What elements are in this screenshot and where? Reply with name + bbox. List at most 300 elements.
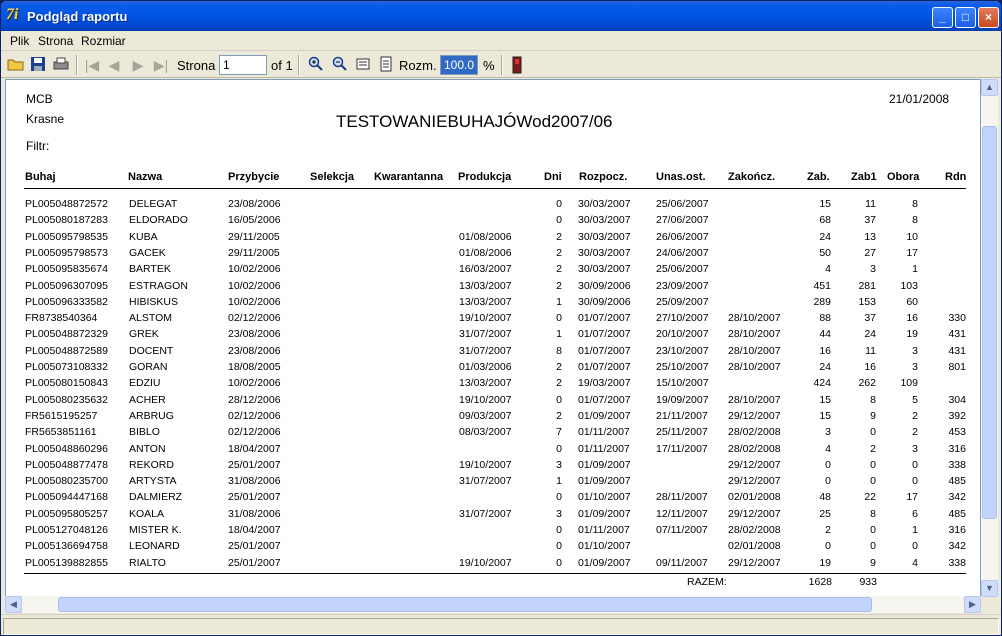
cell-obora: 8 — [912, 198, 918, 210]
cell-produkcja: 13/03/2007 — [459, 279, 512, 292]
cell-zab: 3 — [825, 426, 831, 439]
scroll-down-icon[interactable]: ▼ — [981, 580, 998, 597]
cell-zab1: 0 — [870, 524, 876, 536]
cell-dni: 0 — [556, 491, 562, 504]
cell-obora: 17 — [906, 491, 918, 504]
cell-buhaj: PL005096307095 — [25, 279, 108, 292]
cell-przybycie: 23/08/2006 — [228, 344, 281, 357]
cell-zab1: 0 — [870, 458, 876, 471]
table-row — [6, 345, 981, 361]
cell-przybycie: 28/12/2006 — [228, 393, 281, 406]
cell-rdn: 801 — [948, 361, 966, 373]
cell-dni: 2 — [556, 279, 562, 292]
cell-unas-ost: 27/06/2007 — [656, 214, 709, 227]
cell-rdn: 392 — [948, 409, 966, 422]
cell-zab1: 22 — [864, 491, 876, 504]
column-header-przybycie: Przybycie — [228, 171, 280, 183]
menu-strona[interactable]: Strona — [38, 34, 74, 48]
page-width-icon[interactable] — [354, 56, 372, 74]
cell-obora: 3 — [912, 361, 918, 373]
column-header-dni: Dni — [544, 171, 562, 183]
cell-rdn: 485 — [948, 507, 966, 520]
window-title: Podgląd raportu — [27, 9, 128, 24]
company-name: MCB — [26, 92, 53, 106]
toolbar-separator — [501, 55, 503, 75]
first-page-icon[interactable]: |◀ — [84, 57, 100, 73]
cell-rozpocz: 30/03/2007 — [578, 198, 631, 210]
cell-unas-ost: 28/11/2007 — [656, 491, 708, 504]
cell-obora: 17 — [906, 246, 918, 259]
cell-obora: 5 — [912, 393, 918, 406]
cell-unas-ost: 25/10/2007 — [656, 361, 709, 373]
cell-produkcja: 31/07/2007 — [459, 507, 512, 520]
cell-zab: 0 — [825, 475, 831, 488]
cell-obora: 4 — [912, 556, 918, 569]
cell-rdn: 330 — [948, 312, 966, 325]
cell-obora: 0 — [912, 458, 918, 471]
cell-nazwa: EDZIU — [129, 377, 161, 390]
page-label: Strona — [177, 58, 216, 73]
cell-zab: 16 — [819, 344, 831, 357]
cell-produkcja: 08/03/2007 — [459, 426, 512, 439]
cell-rozpocz: 30/03/2007 — [578, 263, 631, 276]
cell-zab: 15 — [819, 409, 831, 422]
table-row — [6, 296, 981, 312]
report-page — [5, 79, 981, 597]
cell-unas-ost: 24/06/2007 — [656, 246, 709, 259]
cell-rozpocz: 01/07/2007 — [578, 361, 631, 373]
table-row — [6, 263, 981, 279]
status-panel — [3, 618, 999, 635]
table-row — [6, 198, 981, 214]
cell-buhaj: PL005080235700 — [25, 475, 108, 488]
cell-przybycie: 10/02/2006 — [228, 263, 281, 276]
cell-przybycie: 25/01/2007 — [228, 458, 281, 471]
cell-rozpocz: 01/09/2007 — [578, 409, 631, 422]
cell-rozpocz: 01/09/2007 — [578, 458, 631, 471]
scroll-right-icon[interactable]: ▶ — [964, 596, 981, 613]
cell-dni: 0 — [556, 393, 562, 406]
cell-nazwa: DOCENT — [129, 344, 174, 357]
exit-door-icon[interactable] — [508, 56, 526, 74]
horizontal-scroll-thumb[interactable] — [58, 597, 872, 612]
column-header-zab: Zab. — [807, 171, 830, 183]
cell-dni: 1 — [556, 328, 562, 341]
cell-zakoncz: 28/02/2008 — [728, 426, 781, 439]
cell-rozpocz: 01/07/2007 — [578, 393, 631, 406]
cell-obora: 2 — [912, 426, 918, 439]
cell-zab: 289 — [813, 295, 831, 308]
table-row — [6, 394, 981, 410]
cell-zab: 15 — [819, 393, 831, 406]
column-header-unas-ost: Unas.ost. — [656, 171, 706, 183]
report-date: 21/01/2008 — [889, 92, 950, 106]
cell-zab1: 9 — [870, 409, 876, 422]
vertical-scrollbar[interactable] — [981, 79, 998, 597]
title-bar[interactable] — [1, 1, 1001, 31]
next-page-icon[interactable]: ▶ — [132, 57, 144, 73]
menu-rozmiar[interactable]: Rozmiar — [81, 34, 126, 48]
cell-zakoncz: 28/02/2008 — [728, 524, 781, 536]
close-button[interactable]: × — [978, 7, 999, 28]
cell-zab: 25 — [819, 507, 831, 520]
cell-produkcja: 31/07/2007 — [459, 344, 512, 357]
save-icon[interactable] — [29, 56, 47, 74]
cell-produkcja: 16/03/2007 — [459, 263, 512, 276]
cell-rozpocz: 30/09/2006 — [578, 279, 631, 292]
column-header-zakoncz: Zakończ. — [728, 171, 776, 183]
table-row — [6, 508, 981, 524]
cell-buhaj: PL005096333582 — [25, 295, 108, 308]
table-row — [6, 426, 981, 442]
zoom-out-icon[interactable] — [331, 56, 349, 74]
cell-przybycie: 10/02/2006 — [228, 279, 281, 292]
table-row — [6, 361, 981, 377]
cell-przybycie: 02/12/2006 — [228, 409, 281, 422]
table-row — [6, 459, 981, 475]
cell-rozpocz: 01/07/2007 — [578, 344, 631, 357]
cell-przybycie: 23/08/2006 — [228, 328, 281, 341]
cell-unas-ost: 15/10/2007 — [656, 377, 709, 390]
status-bar — [1, 614, 1001, 636]
cell-rozpocz: 01/10/2007 — [578, 491, 631, 504]
column-header-rozpocz: Rozpocz. — [579, 171, 628, 183]
cell-nazwa: BARTEK — [129, 263, 171, 276]
cell-unas-ost: 25/06/2007 — [656, 263, 709, 276]
cell-dni: 3 — [556, 458, 562, 471]
print-icon[interactable] — [52, 56, 70, 74]
cell-zab1: 262 — [858, 377, 876, 390]
cell-unas-ost: 25/06/2007 — [656, 198, 709, 210]
cell-unas-ost: 20/10/2007 — [656, 328, 709, 341]
cell-unas-ost: 26/06/2007 — [656, 230, 709, 243]
cell-zakoncz: 28/10/2007 — [728, 312, 781, 325]
cell-obora: 109 — [900, 377, 918, 390]
table-row — [6, 214, 981, 230]
cell-buhaj: PL005095798573 — [25, 246, 108, 259]
cell-zakoncz: 28/10/2007 — [728, 361, 781, 373]
cell-nazwa: KUBA — [129, 230, 158, 243]
filter-label: Filtr: — [26, 139, 50, 153]
cell-rdn: 316 — [948, 442, 966, 455]
table-row — [6, 280, 981, 296]
cell-rozpocz: 01/11/2007 — [578, 426, 630, 439]
zoom-unit: % — [483, 58, 495, 73]
cell-buhaj: PL005048872572 — [25, 198, 108, 210]
cell-buhaj: PL005127048126 — [25, 524, 108, 536]
cell-nazwa: LEONARD — [129, 540, 180, 553]
vertical-scroll-thumb[interactable] — [982, 126, 997, 519]
zoom-label: Rozm. — [399, 58, 437, 73]
cell-buhaj: PL005139882855 — [25, 556, 108, 569]
cell-przybycie: 02/12/2006 — [228, 312, 281, 325]
minimize-button[interactable]: _ — [932, 7, 953, 28]
cell-buhaj: PL005073108332 — [25, 361, 108, 373]
cell-dni: 2 — [556, 377, 562, 390]
cell-rozpocz: 01/09/2007 — [578, 475, 631, 488]
cell-nazwa: ARBRUG — [129, 409, 174, 422]
cell-zakoncz: 02/01/2008 — [728, 491, 781, 504]
cell-nazwa: DALMIERZ — [129, 491, 183, 504]
cell-unas-ost: 12/11/2007 — [656, 507, 708, 520]
cell-dni: 2 — [556, 361, 562, 373]
cell-obora: 0 — [912, 475, 918, 488]
table-row — [6, 475, 981, 491]
cell-zakoncz: 29/12/2007 — [728, 556, 781, 569]
cell-zakoncz: 28/10/2007 — [728, 344, 781, 357]
cell-dni: 7 — [556, 426, 562, 439]
cell-nazwa: ESTRAGON — [129, 279, 188, 292]
cell-buhaj: FR8738540364 — [25, 312, 98, 325]
cell-zab1: 11 — [865, 198, 876, 210]
cell-zab1: 0 — [870, 475, 876, 488]
toolbar-separator — [76, 55, 78, 75]
cell-zab: 44 — [819, 328, 831, 341]
cell-obora: 6 — [912, 507, 918, 520]
totals-zab1: 933 — [859, 576, 877, 588]
column-header-produkcja: Produkcja — [458, 171, 512, 183]
cell-rdn: 453 — [948, 426, 966, 439]
cell-obora: 16 — [906, 312, 918, 325]
cell-rozpocz: 30/03/2007 — [578, 246, 631, 259]
cell-przybycie: 10/02/2006 — [228, 377, 281, 390]
cell-rozpocz: 01/11/2007 — [578, 442, 630, 455]
cell-dni: 2 — [556, 246, 562, 259]
location-name: Krasne — [26, 112, 65, 126]
totals-rule — [24, 573, 966, 574]
cell-rozpocz: 01/07/2007 — [578, 312, 631, 325]
cell-zab1: 37 — [864, 214, 876, 227]
cell-zab: 19 — [819, 556, 831, 569]
cell-obora: 2 — [912, 409, 918, 422]
cell-zab1: 8 — [870, 507, 876, 520]
cell-zab: 24 — [819, 230, 831, 243]
column-header-obora: Obora — [887, 171, 920, 183]
cell-obora: 103 — [900, 279, 918, 292]
cell-nazwa: ARTYSTA — [129, 475, 177, 488]
cell-buhaj: PL005048860296 — [25, 442, 108, 455]
cell-zab1: 8 — [870, 393, 876, 406]
table-row — [6, 312, 981, 328]
cell-unas-ost: 23/10/2007 — [656, 344, 709, 357]
cell-zakoncz: 29/12/2007 — [728, 475, 781, 488]
cell-dni: 0 — [556, 524, 562, 536]
totals-zab: 1628 — [808, 576, 832, 588]
cell-rozpocz: 01/07/2007 — [578, 328, 631, 341]
cell-produkcja: 13/03/2007 — [459, 295, 512, 308]
scroll-left-icon[interactable]: ◀ — [5, 596, 22, 613]
cell-produkcja: 19/10/2007 — [459, 393, 512, 406]
cell-rozpocz: 30/09/2006 — [578, 295, 631, 308]
cell-dni: 0 — [556, 214, 562, 227]
cell-obora: 19 — [906, 328, 918, 341]
cell-buhaj: PL005080235632 — [25, 393, 108, 406]
cell-nazwa: KOALA — [129, 507, 165, 520]
cell-przybycie: 31/08/2006 — [228, 475, 281, 488]
cell-buhaj: PL005048872329 — [25, 328, 108, 341]
cell-zakoncz: 28/02/2008 — [728, 442, 781, 455]
cell-zab: 424 — [813, 377, 831, 390]
cell-nazwa: HIBISKUS — [129, 295, 179, 308]
cell-rozpocz: 01/09/2007 — [578, 507, 631, 520]
cell-nazwa: ACHER — [129, 393, 166, 406]
cell-zab: 15 — [819, 198, 831, 210]
cell-nazwa: GACEK — [129, 246, 166, 259]
cell-nazwa: ELDORADO — [129, 214, 188, 227]
cell-zab1: 9 — [870, 556, 876, 569]
cell-unas-ost: 27/10/2007 — [656, 312, 709, 325]
cell-zab: 88 — [819, 312, 831, 325]
cell-zab: 0 — [825, 540, 831, 553]
cell-buhaj: PL005080150843 — [25, 377, 108, 390]
cell-produkcja: 19/10/2007 — [459, 458, 512, 471]
cell-rozpocz: 30/03/2007 — [578, 230, 631, 243]
table-row — [6, 247, 981, 263]
cell-unas-ost: 23/09/2007 — [656, 279, 709, 292]
cell-buhaj: PL005095798535 — [25, 230, 108, 243]
column-header-selekcja: Selekcja — [310, 171, 355, 183]
horizontal-scrollbar[interactable] — [5, 596, 981, 613]
cell-obora: 10 — [906, 230, 918, 243]
cell-unas-ost: 21/11/2007 — [656, 409, 708, 422]
cell-unas-ost: 09/11/2007 — [656, 556, 708, 569]
table-row — [6, 491, 981, 507]
cell-rdn: 316 — [948, 524, 966, 536]
cell-rdn: 431 — [948, 344, 966, 357]
cell-dni: 2 — [556, 230, 562, 243]
cell-rdn: 342 — [948, 540, 966, 553]
previous-page-icon[interactable]: ◀ — [108, 57, 120, 73]
cell-buhaj: PL005080187283 — [25, 214, 108, 227]
cell-dni: 1 — [556, 295, 562, 308]
cell-dni: 2 — [556, 263, 562, 276]
cell-rdn: 304 — [948, 393, 966, 406]
cell-zakoncz: 29/12/2007 — [728, 458, 781, 471]
toolbar — [1, 52, 1001, 78]
cell-zab1: 2 — [870, 442, 876, 455]
open-folder-icon[interactable] — [7, 56, 25, 74]
cell-produkcja: 31/07/2007 — [459, 475, 512, 488]
cell-produkcja: 31/07/2007 — [459, 328, 512, 341]
cell-zab1: 16 — [864, 361, 876, 373]
header-rule — [24, 188, 966, 189]
cell-obora: 3 — [912, 344, 918, 357]
cell-przybycie: 18/04/2007 — [228, 442, 281, 455]
cell-przybycie: 25/01/2007 — [228, 491, 281, 504]
cell-produkcja: 13/03/2007 — [459, 377, 512, 390]
table-row — [6, 377, 981, 393]
cell-produkcja: 01/03/2006 — [459, 361, 512, 373]
cell-rdn: 338 — [948, 458, 966, 471]
table-row — [6, 540, 981, 556]
page-count-label: of 1 — [271, 58, 293, 73]
cell-buhaj: PL005136694758 — [25, 540, 108, 553]
cell-nazwa: ANTON — [129, 442, 166, 455]
cell-nazwa: MISTER K. — [129, 524, 182, 536]
cell-produkcja: 19/10/2007 — [459, 556, 512, 569]
column-header-rdn: Rdn — [945, 171, 967, 183]
cell-przybycie: 31/08/2006 — [228, 507, 281, 520]
cell-przybycie: 29/11/2005 — [228, 246, 280, 259]
totals-label: RAZEM: — [687, 576, 727, 588]
cell-zab1: 3 — [870, 263, 876, 276]
cell-zab1: 27 — [864, 246, 876, 259]
table-row — [6, 410, 981, 426]
app-icon: 7i — [6, 6, 19, 23]
cell-zab: 4 — [825, 442, 831, 455]
cell-zab1: 13 — [864, 230, 876, 243]
cell-dni: 1 — [556, 475, 562, 488]
cell-buhaj: PL005095835674 — [25, 263, 108, 276]
cell-obora: 0 — [912, 540, 918, 553]
cell-nazwa: ALSTOM — [129, 312, 172, 325]
zoom-input[interactable] — [440, 55, 478, 75]
cell-przybycie: 23/08/2006 — [228, 198, 281, 210]
page-number-input[interactable] — [219, 55, 267, 75]
cell-dni: 3 — [556, 507, 562, 520]
cell-przybycie: 29/11/2005 — [228, 230, 280, 243]
cell-przybycie: 18/04/2007 — [228, 524, 281, 536]
cell-rozpocz: 19/03/2007 — [578, 377, 631, 390]
cell-zab1: 24 — [864, 328, 876, 341]
cell-unas-ost: 25/09/2007 — [656, 295, 709, 308]
cell-obora: 1 — [912, 263, 918, 276]
cell-buhaj: FR5615195257 — [25, 409, 98, 422]
cell-zab1: 11 — [865, 344, 876, 357]
cell-przybycie: 18/08/2005 — [228, 361, 281, 373]
cell-zab1: 281 — [858, 279, 876, 292]
cell-przybycie: 10/02/2006 — [228, 295, 281, 308]
cell-rozpocz: 30/03/2007 — [578, 214, 631, 227]
whole-page-icon[interactable] — [377, 56, 395, 74]
cell-nazwa: REKORD — [129, 458, 174, 471]
cell-dni: 0 — [556, 312, 562, 325]
table-row — [6, 557, 981, 573]
cell-unas-ost: 19/09/2007 — [656, 393, 709, 406]
cell-nazwa: RIALTO — [129, 556, 166, 569]
last-page-icon[interactable]: ▶| — [153, 57, 169, 73]
zoom-in-icon[interactable] — [307, 56, 325, 74]
cell-przybycie: 25/01/2007 — [228, 540, 281, 553]
scroll-up-icon[interactable]: ▲ — [981, 79, 998, 96]
cell-dni: 0 — [556, 556, 562, 569]
cell-nazwa: GORAN — [129, 361, 168, 373]
cell-dni: 8 — [556, 344, 562, 357]
maximize-button[interactable]: □ — [955, 7, 976, 28]
cell-buhaj: PL005095805257 — [25, 507, 108, 520]
cell-produkcja: 09/03/2007 — [459, 409, 512, 422]
cell-nazwa: BIBLO — [129, 426, 160, 439]
cell-obora: 1 — [912, 524, 918, 536]
cell-produkcja: 19/10/2007 — [459, 312, 512, 325]
cell-nazwa: DELEGAT — [129, 198, 178, 210]
cell-zab: 24 — [819, 361, 831, 373]
cell-produkcja: 01/08/2006 — [459, 230, 512, 243]
cell-zab: 0 — [825, 458, 831, 471]
table-row — [6, 524, 981, 540]
cell-unas-ost: 07/11/2007 — [656, 524, 708, 536]
cell-buhaj: FR5653851161 — [25, 426, 97, 439]
cell-zakoncz: 28/10/2007 — [728, 393, 781, 406]
cell-rozpocz: 01/11/2007 — [578, 524, 630, 536]
cell-dni: 0 — [556, 540, 562, 553]
cell-obora: 8 — [912, 214, 918, 227]
report-title: TESTOWANIEBUHAJÓWod2007/06 — [336, 112, 613, 131]
cell-dni: 0 — [556, 442, 562, 455]
cell-zab: 48 — [819, 491, 831, 504]
table-row — [6, 443, 981, 459]
menu-plik[interactable]: Plik — [10, 34, 30, 48]
